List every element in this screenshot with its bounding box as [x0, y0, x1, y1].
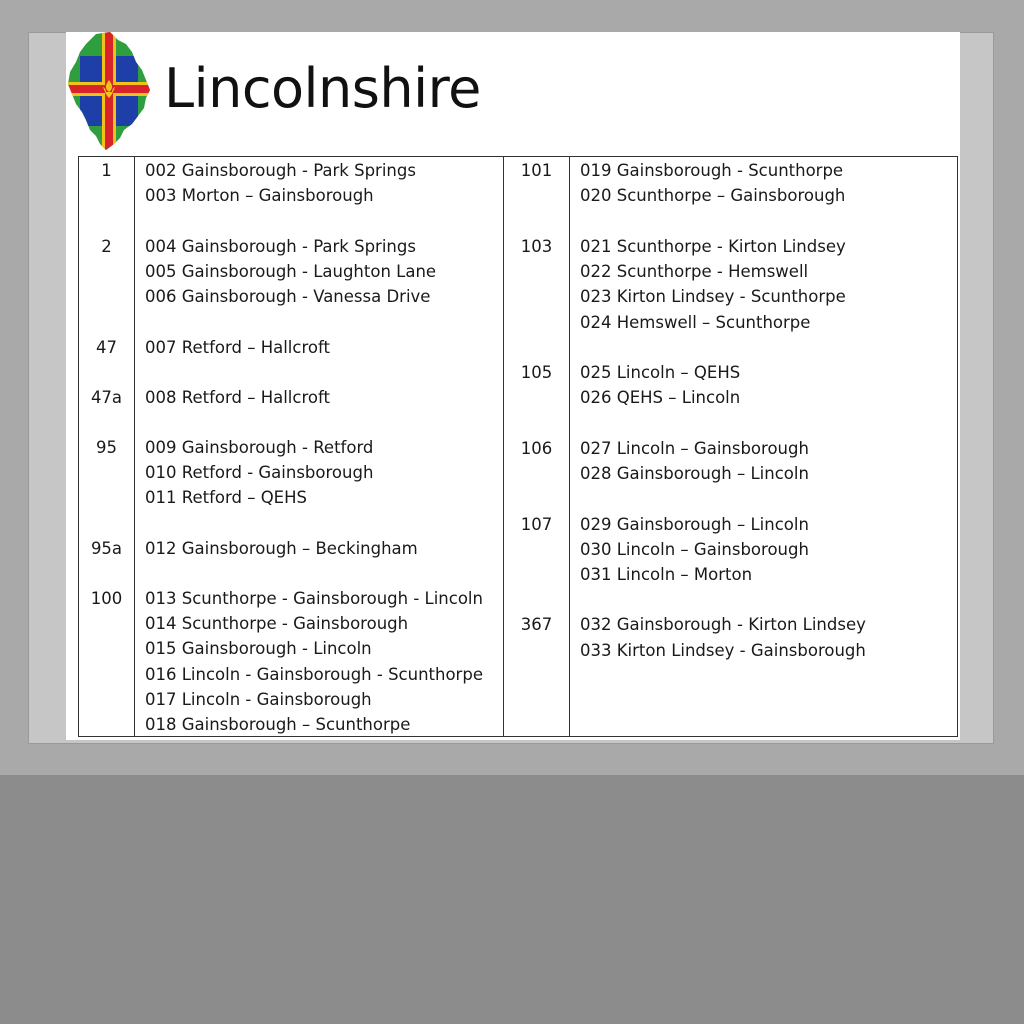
service-entry: 006 Gainsborough - Vanessa Drive	[145, 287, 431, 306]
route-number: 106	[520, 439, 553, 458]
service-entry: 033 Kirton Lindsey - Gainsborough	[580, 641, 866, 660]
service-entry: 031 Lincoln – Morton	[580, 565, 753, 584]
service-entry: 002 Gainsborough - Park Springs	[145, 161, 416, 180]
county-header	[66, 32, 513, 150]
route-number: 95	[96, 438, 117, 457]
service-entry: 027 Lincoln – Gainsborough	[580, 439, 809, 458]
service-entry: 026 QEHS – Lincoln	[580, 388, 741, 407]
route-number: 103	[520, 237, 553, 256]
lincolnshire-flag-map-icon	[66, 32, 150, 150]
service-entry: 016 Lincoln - Gainsborough - Scunthorpe	[145, 665, 483, 684]
service-entry: 014 Scunthorpe - Gainsborough	[145, 614, 409, 633]
service-entry: 024 Hemswell – Scunthorpe	[580, 313, 811, 332]
service-entry: 019 Gainsborough - Scunthorpe	[580, 161, 844, 180]
table-row	[79, 157, 958, 737]
route-number: 47	[96, 338, 117, 357]
route-number: 1	[101, 161, 112, 180]
left-route-number-column	[79, 157, 135, 737]
route-number: 47a	[90, 388, 123, 407]
right-services-column	[570, 157, 958, 737]
service-entry: 015 Gainsborough - Lincoln	[145, 639, 372, 658]
route-number: 100	[90, 589, 123, 608]
county-title: Lincolnshire	[164, 57, 481, 120]
service-entry: 008 Retford – Hallcroft	[145, 388, 330, 407]
service-entry: 017 Lincoln - Gainsborough	[145, 690, 372, 709]
bus-route-table	[78, 156, 958, 737]
service-entry: 004 Gainsborough - Park Springs	[145, 237, 416, 256]
service-entry: 009 Gainsborough - Retford	[145, 438, 374, 457]
route-number: 105	[520, 363, 553, 382]
service-entry: 012 Gainsborough – Beckingham	[145, 539, 418, 558]
service-entry: 018 Gainsborough – Scunthorpe	[145, 715, 411, 734]
right-route-number-column	[504, 157, 570, 737]
service-entry: 007 Retford – Hallcroft	[145, 338, 330, 357]
service-entry: 025 Lincoln – QEHS	[580, 363, 741, 382]
service-entry: 013 Scunthorpe - Gainsborough - Lincoln	[145, 589, 483, 608]
left-services-column	[135, 157, 504, 737]
service-entry: 029 Gainsborough – Lincoln	[580, 515, 809, 534]
route-number: 95a	[90, 539, 123, 558]
service-entry: 030 Lincoln – Gainsborough	[580, 540, 809, 559]
service-entry: 021 Scunthorpe - Kirton Lindsey	[580, 237, 846, 256]
service-entry: 032 Gainsborough - Kirton Lindsey	[580, 615, 866, 634]
service-entry: 011 Retford – QEHS	[145, 488, 307, 507]
service-entry: 020 Scunthorpe – Gainsborough	[580, 186, 846, 205]
service-entry: 005 Gainsborough - Laughton Lane	[145, 262, 437, 281]
service-entry: 023 Kirton Lindsey - Scunthorpe	[580, 287, 846, 306]
service-entry: 010 Retford - Gainsborough	[145, 463, 374, 482]
service-entry: 003 Morton – Gainsborough	[145, 186, 374, 205]
route-number: 101	[520, 161, 553, 180]
service-entry: 028 Gainsborough – Lincoln	[580, 464, 809, 483]
route-number: 2	[101, 237, 112, 256]
route-number: 107	[520, 515, 553, 534]
service-entry: 022 Scunthorpe - Hemswell	[580, 262, 809, 281]
route-number: 367	[520, 615, 553, 634]
